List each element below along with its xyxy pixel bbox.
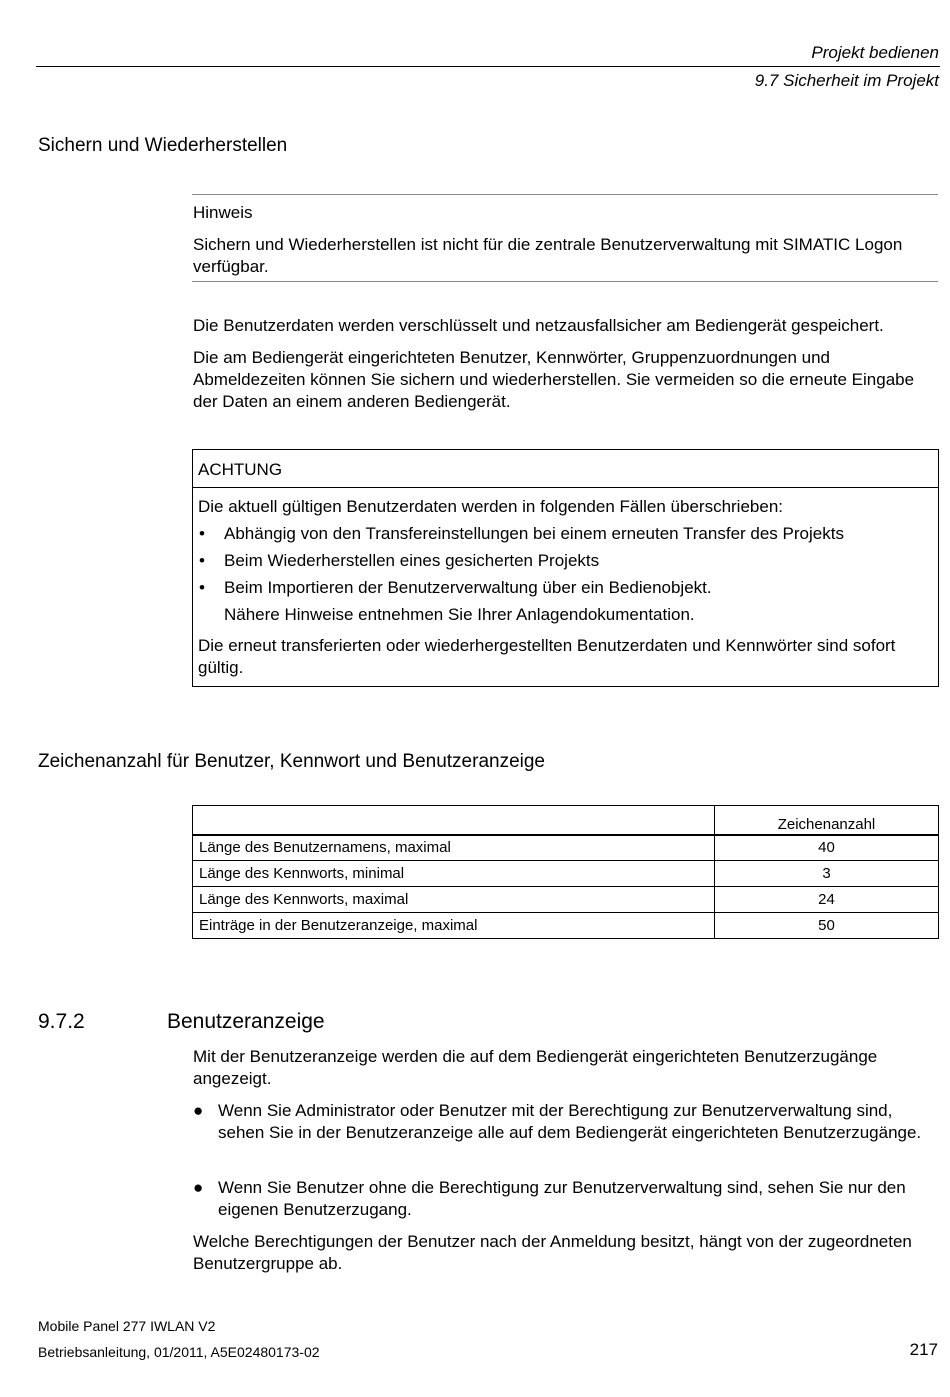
- paragraph: Welche Berechtigungen der Benutzer nach der Anmeldung besitzt, hängt von der zugeordneten Benutzergruppe ab.: [193, 1232, 912, 1273]
- paragraph: Die Benutzerdaten werden verschlüsselt und netzausfallsicher am Bediengerät gespeichert.: [193, 316, 884, 335]
- table-row: [193, 861, 939, 887]
- paragraph: Mit der Benutzeranzeige werden die auf dem Bediengerät eingerichteten Benutzerzugänge angezeigt.: [193, 1047, 878, 1088]
- paragraph: Die am Bediengerät eingerichteten Benutzer, Kennwörter, Gruppenzuordnungen und Abmeldezeiten können Sie sichern und wiederherstellen. Sie vermeiden so die erneute Eingabe der Daten an einem anderen Bediengerät.: [193, 348, 915, 411]
- table-cell-value: 3: [715, 861, 939, 887]
- table-row: [193, 913, 939, 939]
- bullet-icon: ●: [193, 1178, 204, 1197]
- table-header-empty: [193, 806, 715, 835]
- warning-indent-note: Nähere Hinweise entnehmen Sie Ihrer Anlagendokumentation.: [224, 605, 695, 624]
- table-row: [193, 835, 939, 861]
- page-number: 217: [909, 1340, 938, 1359]
- header-rule: [36, 66, 940, 67]
- list-item: [193, 1177, 923, 1221]
- table-cell-value: 24: [715, 887, 939, 913]
- table-header-count: Zeichenanzahl: [715, 806, 939, 835]
- section-title: Benutzeranzeige: [167, 1010, 325, 1033]
- warning-bullet: • Abhängig von den Transfereinstellungen bei einem erneuten Transfer des Projekts: [198, 523, 938, 545]
- note-top-rule: [192, 194, 938, 195]
- list-item-text: Wenn Sie Administrator oder Benutzer mit der Berechtigung zur Benutzerverwaltung sind, sehen Sie in der Benutzeranzeige alle auf dem Bediengerät eingerichteten Benutzerzugänge.: [218, 1101, 922, 1142]
- header-section: 9.7 Sicherheit im Projekt: [754, 71, 939, 90]
- note-title: Hinweis: [193, 203, 253, 222]
- warning-title: ACHTUNG: [193, 450, 938, 488]
- table-cell-label: Länge des Benutzernamens, maximal: [193, 835, 715, 861]
- table-cell-label: Länge des Kennworts, maximal: [193, 887, 715, 913]
- bullet-icon: ●: [193, 1101, 204, 1120]
- section-number: 9.7.2: [38, 1010, 85, 1033]
- note-bottom-rule: [192, 281, 938, 282]
- warning-bullet: • Beim Wiederherstellen eines gesicherten Projekts: [198, 550, 938, 572]
- header-chapter: Projekt bedienen: [811, 43, 939, 62]
- table-cell-label: Länge des Kennworts, minimal: [193, 861, 715, 887]
- list-item-text: Wenn Sie Benutzer ohne die Berechtigung zur Benutzerverwaltung sind, sehen Sie nur den eigenen Benutzerzugang.: [218, 1178, 906, 1219]
- warning-outro: Die erneut transferierten oder wiederhergestellten Benutzerdaten und Kennwörter sind sofort gültig.: [198, 636, 896, 677]
- table-cell-value: 50: [715, 913, 939, 939]
- footer-doc: Betriebsanleitung, 01/2011, A5E02480173-02: [38, 1344, 320, 1360]
- list-item: [193, 1100, 923, 1144]
- char-count-table: [192, 805, 939, 939]
- heading-backup: Sichern und Wiederherstellen: [38, 135, 288, 156]
- warning-intro: Die aktuell gültigen Benutzerdaten werden in folgenden Fällen überschrieben:: [198, 497, 783, 516]
- table-cell-value: 40: [715, 835, 939, 861]
- table-row: [193, 887, 939, 913]
- note-text: Sichern und Wiederherstellen ist nicht für die zentrale Benutzerverwaltung mit SIMATIC Logon verfügbar.: [193, 235, 903, 276]
- heading-char-count: Zeichenanzahl für Benutzer, Kennwort und Benutzeranzeige: [38, 751, 545, 772]
- warning-bullet: • Beim Importieren der Benutzerverwaltung über ein Bedienobjekt.: [198, 577, 938, 599]
- warning-box: [192, 449, 939, 687]
- table-header-row: [193, 806, 939, 835]
- table-cell-label: Einträge in der Benutzeranzeige, maximal: [193, 913, 715, 939]
- footer-product: Mobile Panel 277 IWLAN V2: [38, 1318, 216, 1334]
